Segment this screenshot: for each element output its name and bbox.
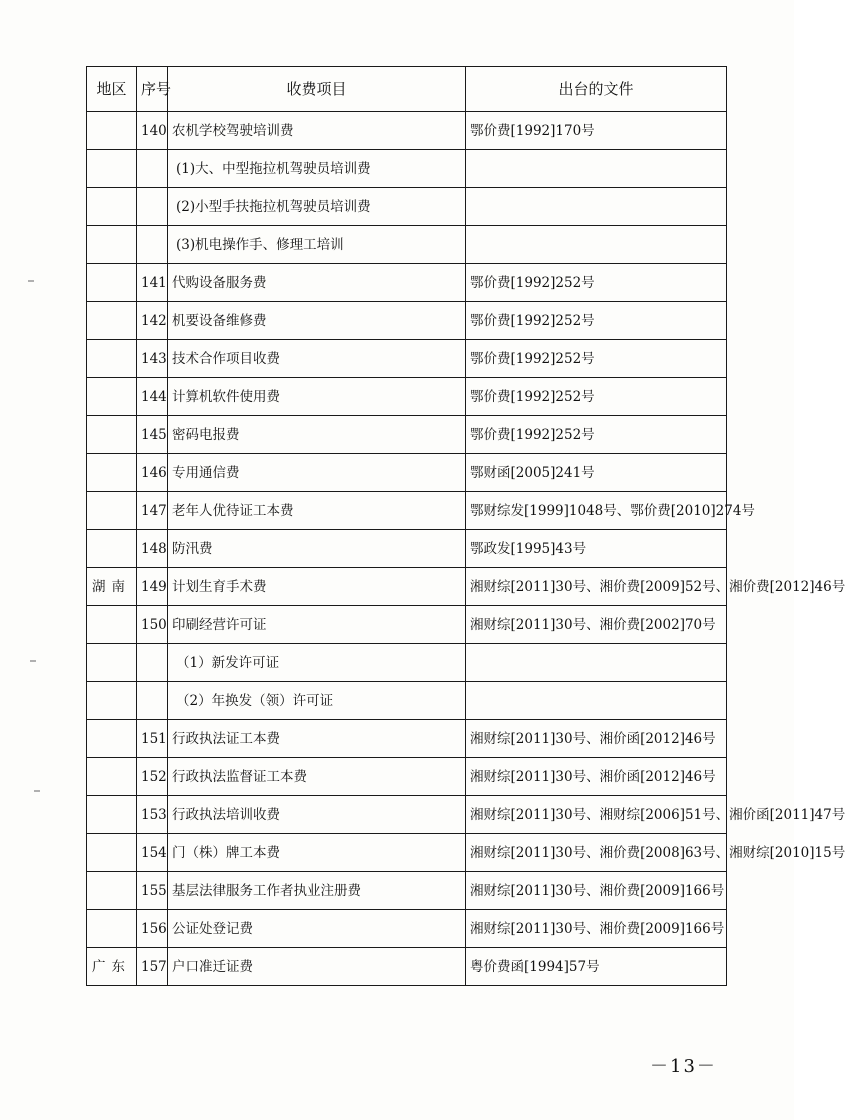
region-cell <box>87 378 137 416</box>
table-row <box>87 910 727 948</box>
fee-item-cell: 公证处登记费 <box>168 910 466 948</box>
region-cell <box>87 682 137 720</box>
seq-cell <box>137 226 168 264</box>
seq-cell: 147 <box>137 492 168 530</box>
table-row <box>87 720 727 758</box>
document-cell: 湘财综[2011]30号、湘价费[2009]166号 <box>466 872 727 910</box>
table-row <box>87 606 727 644</box>
document-cell: 湘财综[2011]30号、湘价函[2012]46号 <box>466 758 727 796</box>
region-cell <box>87 112 137 150</box>
header-seq: 序号 <box>137 67 168 112</box>
document-cell: 鄂价费[1992]252号 <box>466 340 727 378</box>
table-row <box>87 454 727 492</box>
seq-cell <box>137 644 168 682</box>
seq-cell: 156 <box>137 910 168 948</box>
fee-item-cell: 行政执法证工本费 <box>168 720 466 758</box>
seq-cell <box>137 682 168 720</box>
seq-cell <box>137 150 168 188</box>
fee-item-cell: 行政执法培训收费 <box>168 796 466 834</box>
table-header-row <box>87 67 727 112</box>
fee-item-cell: 老年人优待证工本费 <box>168 492 466 530</box>
fee-item-cell: (3)机电操作手、修理工培训 <box>168 226 466 264</box>
fee-item-cell: 技术合作项目收费 <box>168 340 466 378</box>
fee-item-cell: 机要设备维修费 <box>168 302 466 340</box>
region-cell <box>87 150 137 188</box>
region-cell <box>87 454 137 492</box>
seq-cell: 149 <box>137 568 168 606</box>
fee-item-cell: （2）年换发（领）许可证 <box>168 682 466 720</box>
region-cell <box>87 492 137 530</box>
fee-item-cell: 计算机软件使用费 <box>168 378 466 416</box>
document-cell <box>466 188 727 226</box>
fee-item-cell: 农机学校驾驶培训费 <box>168 112 466 150</box>
document-cell <box>466 226 727 264</box>
table-row <box>87 758 727 796</box>
fee-item-cell: 印刷经营许可证 <box>168 606 466 644</box>
document-cell: 湘财综[2011]30号、湘财综[2006]51号、湘价函[2011]47号 <box>466 796 727 834</box>
document-cell <box>466 644 727 682</box>
seq-cell: 144 <box>137 378 168 416</box>
region-cell <box>87 188 137 226</box>
region-cell <box>87 644 137 682</box>
region-cell <box>87 720 137 758</box>
region-cell <box>87 226 137 264</box>
document-cell <box>466 150 727 188</box>
fee-table <box>86 66 845 986</box>
fee-table-body <box>87 112 845 986</box>
seq-cell: 140 <box>137 112 168 150</box>
document-cell: 湘财综[2011]30号、湘价费[2008]63号、湘财综[2010]15号 <box>466 834 727 872</box>
table-row <box>87 682 727 720</box>
table-row <box>87 416 727 454</box>
fee-item-cell: （1）新发许可证 <box>168 644 466 682</box>
region-cell <box>87 910 137 948</box>
seq-cell: 142 <box>137 302 168 340</box>
document-cell: 鄂价费[1992]170号 <box>466 112 727 150</box>
seq-cell: 141 <box>137 264 168 302</box>
table-row <box>87 948 727 986</box>
scan-speck <box>30 660 36 662</box>
seq-cell: 151 <box>137 720 168 758</box>
table-row <box>87 530 727 568</box>
fee-item-cell: 户口准迁证费 <box>168 948 466 986</box>
seq-cell: 146 <box>137 454 168 492</box>
fee-item-cell: 代购设备服务费 <box>168 264 466 302</box>
document-cell: 鄂价费[1992]252号 <box>466 378 727 416</box>
region-cell <box>87 606 137 644</box>
fee-item-cell: 防汛费 <box>168 530 466 568</box>
document-cell: 湘财综[2011]30号、湘价费[2002]70号 <box>466 606 727 644</box>
fee-item-cell: 门（株）牌工本费 <box>168 834 466 872</box>
document-cell: 鄂价费[1992]252号 <box>466 264 727 302</box>
header-region: 地区 <box>87 67 137 112</box>
fee-item-cell: (2)小型手扶拖拉机驾驶员培训费 <box>168 188 466 226</box>
document-cell: 湘财综[2011]30号、湘价费[2009]166号 <box>466 910 727 948</box>
page-number: －13－ <box>650 1056 717 1077</box>
seq-cell <box>137 188 168 226</box>
document-cell <box>466 682 727 720</box>
region-cell <box>87 416 137 454</box>
fee-item-cell: 密码电报费 <box>168 416 466 454</box>
table-row <box>87 568 727 606</box>
seq-cell: 152 <box>137 758 168 796</box>
table-row <box>87 226 727 264</box>
seq-cell: 154 <box>137 834 168 872</box>
region-cell <box>87 758 137 796</box>
table-row <box>87 644 727 682</box>
region-cell <box>87 796 137 834</box>
region-cell <box>87 264 137 302</box>
document-cell: 鄂价费[1992]252号 <box>466 416 727 454</box>
fee-item-cell: 行政执法监督证工本费 <box>168 758 466 796</box>
scan-speck <box>34 790 40 792</box>
table-row <box>87 112 727 150</box>
seq-cell: 145 <box>137 416 168 454</box>
seq-cell: 153 <box>137 796 168 834</box>
document-cell: 粤价费函[1994]57号 <box>466 948 727 986</box>
region-cell <box>87 530 137 568</box>
region-cell <box>87 340 137 378</box>
region-cell: 广东 <box>87 948 137 986</box>
document-cell: 鄂价费[1992]252号 <box>466 302 727 340</box>
seq-cell: 143 <box>137 340 168 378</box>
region-cell <box>87 834 137 872</box>
fee-item-cell: (1)大、中型拖拉机驾驶员培训费 <box>168 150 466 188</box>
fee-item-cell: 基层法律服务工作者执业注册费 <box>168 872 466 910</box>
table-row <box>87 378 727 416</box>
table-row <box>87 492 727 530</box>
document-cell: 鄂政发[1995]43号 <box>466 530 727 568</box>
region-cell <box>87 302 137 340</box>
header-item: 收费项目 <box>168 67 466 112</box>
document-cell: 鄂财函[2005]241号 <box>466 454 727 492</box>
table-row <box>87 872 727 910</box>
scan-speck <box>28 280 34 282</box>
table-row <box>87 340 727 378</box>
table-row <box>87 796 727 834</box>
fee-item-cell: 计划生育手术费 <box>168 568 466 606</box>
region-cell <box>87 872 137 910</box>
document-cell: 鄂财综发[1999]1048号、鄂价费[2010]274号 <box>466 492 727 530</box>
table-row <box>87 834 727 872</box>
seq-cell: 155 <box>137 872 168 910</box>
seq-cell: 157 <box>137 948 168 986</box>
table-row <box>87 188 727 226</box>
header-doc: 出台的文件 <box>466 67 727 112</box>
region-cell: 湖南 <box>87 568 137 606</box>
fee-item-cell: 专用通信费 <box>168 454 466 492</box>
seq-cell: 148 <box>137 530 168 568</box>
table-row <box>87 264 727 302</box>
document-cell: 湘财综[2011]30号、湘价费[2009]52号、湘价费[2012]46号 <box>466 568 727 606</box>
seq-cell: 150 <box>137 606 168 644</box>
table-row <box>87 150 727 188</box>
document-cell: 湘财综[2011]30号、湘价函[2012]46号 <box>466 720 727 758</box>
table-row <box>87 302 727 340</box>
